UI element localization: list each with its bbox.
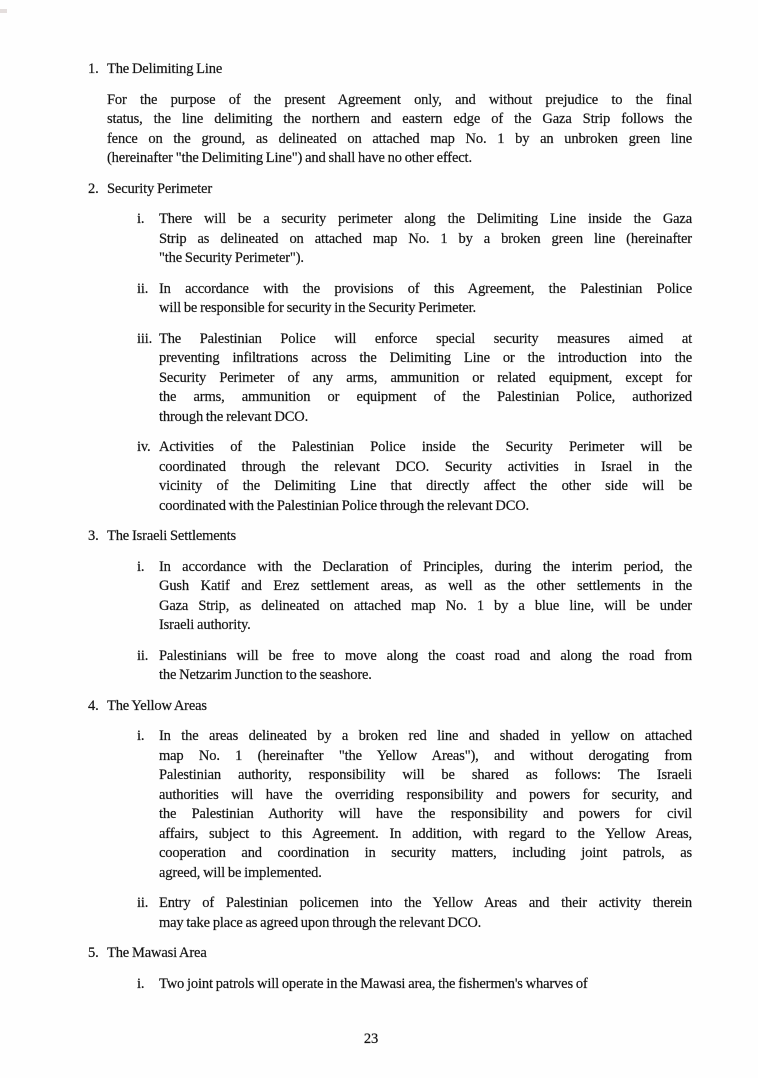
text-line: map No. 1 (hereinafter "the Yellow Areas"), and without derogating from (159, 747, 692, 764)
list-item-label: ii. (137, 280, 149, 297)
document-body (88, 60, 692, 1050)
text-line: through the relevant DCO. (159, 408, 309, 425)
text-line: the Palestinian Authority will have the responsibility and powers for civil (159, 806, 692, 822)
list-item-label: i. (137, 975, 145, 992)
paragraph-lines (159, 438, 692, 516)
section-heading (88, 697, 692, 717)
section-heading (88, 944, 692, 964)
text-line: fence on the ground, as delineated on attached map No. 1 by an unbroken green line (107, 130, 692, 147)
text-line: cooperation and coordination in security matters, including joint patrols, as (159, 845, 692, 861)
list-item-label: i. (137, 211, 145, 227)
text-line: Gush Katif and Erez settlement areas, as well as the other settlements in the (159, 578, 692, 594)
paragraph-lines (159, 727, 692, 883)
text-line: Two joint patrols will operate in the Mawasi area, the fishermen's wharves of (159, 975, 588, 992)
text-line: Palestinian authority, responsibility will be shared as follows: The Israeli (159, 767, 692, 783)
paragraph-lines (159, 558, 692, 636)
paragraph (88, 280, 692, 319)
text-line: coordinated through the relevant DCO. Security activities in Israel in the (159, 458, 692, 475)
text-line: Gaza Strip, as delineated on attached map No. 1 by a blue line, will be under (159, 597, 692, 614)
section-number: 4. (88, 697, 99, 714)
section-title: The Delimiting Line (107, 61, 223, 77)
section-number: 1. (88, 61, 99, 77)
text-line: vicinity of the Delimiting Line that directly affect the other side will be (159, 478, 692, 494)
text-line: Palestinians will be free to move along the coast road and along the road from (159, 647, 692, 664)
list-item-label: iv. (137, 439, 151, 455)
text-line: agreed, will be implemented. (159, 864, 322, 881)
section-title: The Israeli Settlements (107, 528, 237, 544)
text-line: the arms, ammunition or equipment of the Palestinian Police, authorized (159, 389, 692, 405)
paragraph (107, 91, 692, 169)
paragraph (88, 438, 692, 516)
paragraph (88, 894, 692, 933)
section-heading (88, 60, 692, 80)
text-line: In the areas delineated by a broken red line and shaded in yellow on attached (159, 728, 692, 744)
section-title: Security Perimeter (107, 180, 213, 197)
text-line: "the Security Perimeter"). (159, 250, 304, 266)
text-line: will be responsible for security in the Security Perimeter. (159, 300, 476, 316)
text-line: coordinated with the Palestinian Police through the relevant DCO. (159, 497, 530, 514)
text-line: The Palestinian Police will enforce special security measures aimed at (159, 330, 692, 347)
paragraph-lines (159, 647, 692, 686)
text-line: affairs, subject to this Agreement. In addition, with regard to the Yellow Areas, (159, 825, 692, 842)
paragraph (88, 975, 692, 995)
list-item-label: i. (137, 558, 145, 575)
list-item-label: ii. (137, 895, 149, 911)
text-line: For the purpose of the present Agreement only, and without prejudice to the final (107, 91, 692, 108)
paragraph (88, 727, 692, 883)
text-line: status, the line delimiting the northern and eastern edge of the Gaza Strip follows the (107, 111, 692, 127)
section-number: 2. (88, 180, 99, 197)
section-title: The Yellow Areas (107, 697, 207, 714)
paragraph (88, 330, 692, 428)
section-heading (88, 527, 692, 547)
section-title: The Mawasi Area (107, 945, 207, 961)
section-heading (88, 180, 692, 200)
text-line: There will be a security perimeter along the Delimiting Line inside the Gaza (159, 211, 692, 227)
text-line: (hereinafter "the Delimiting Line") and shall have no other effect. (107, 150, 472, 166)
list-item-label: iii. (137, 330, 153, 347)
section-number: 3. (88, 528, 99, 544)
text-line: In accordance with the provisions of this Agreement, the Palestinian Police (159, 280, 692, 297)
text-line: authorities will have the overriding responsibility and powers for security, and (159, 786, 692, 803)
section-number: 5. (88, 945, 99, 961)
paragraph-lines (159, 975, 692, 995)
scan-artifact-mark (0, 9, 7, 13)
page-number-label: 23 (363, 1031, 379, 1047)
text-line: may take place as agreed upon through the relevant DCO. (159, 914, 482, 931)
text-line: Security Perimeter of any arms, ammunition or related equipment, except for (159, 369, 692, 386)
text-line: preventing infiltrations across the Delimiting Line or the introduction into the (159, 350, 692, 366)
paragraph (88, 210, 692, 269)
paragraph-lines (159, 210, 692, 269)
paragraph-lines (159, 280, 692, 319)
paragraph-lines (159, 894, 692, 933)
text-line: Activities of the Palestinian Police inside the Security Perimeter will be (159, 439, 692, 455)
text-line: the Netzarim Junction to the seashore. (159, 667, 372, 683)
text-line: Israeli authority. (159, 617, 251, 633)
text-line: Entry of Palestinian policemen into the Yellow Areas and their activity therein (159, 895, 692, 911)
list-item-label: ii. (137, 647, 149, 664)
text-line: In accordance with the Declaration of Principles, during the interim period, the (159, 558, 692, 575)
list-item-label: i. (137, 728, 145, 744)
paragraph (88, 647, 692, 686)
paragraph (88, 558, 692, 636)
text-line: Strip as delineated on attached map No. 1 by a broken green line (hereinafter (159, 230, 692, 247)
paragraph-lines (159, 330, 692, 428)
